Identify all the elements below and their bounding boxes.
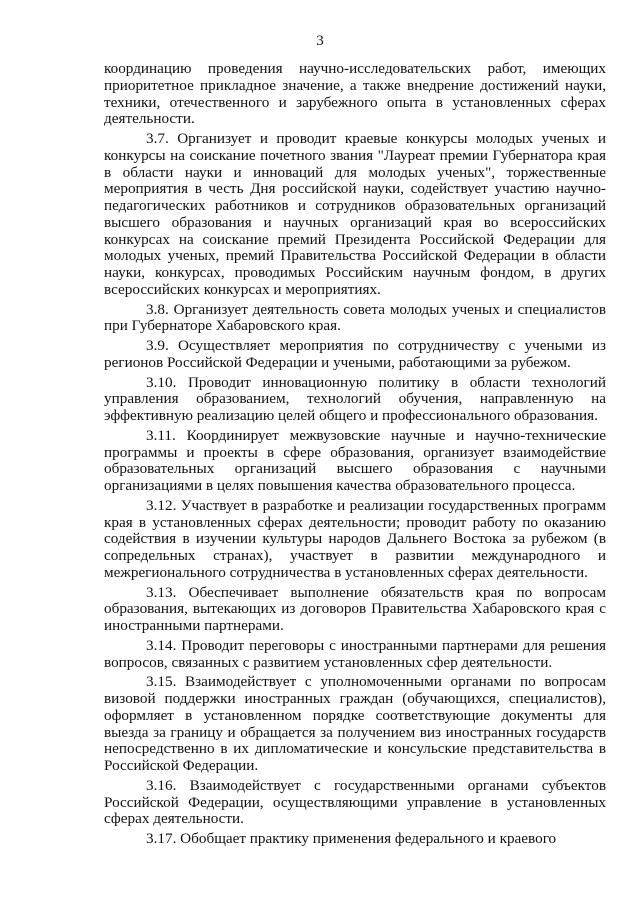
paragraph-3-16: 3.16. Взаимодействует с государственными органами субъектов Российской Федерации, осуществляющими управление в установленных сферах деятельности. (104, 776, 606, 828)
paragraph-3-12: 3.12. Участвует в разработке и реализации государственных программ края в установленных сферах деятельности; проводит работу по оказанию содействия в изучении культуры народов Дальнего Востока за рубежом (в сопредельных странах), участвует в развитии международного и межрегионального сотрудничества в установленных сферах деятельности. (104, 496, 606, 581)
paragraph-3-7: 3.7. Организует и проводит краевые конкурсы молодых ученых и конкурсы на соискание почетного звания "Лауреат премии Губернатора края в области науки и инноваций для молодых ученых", торжественные мероприятия в честь Дня российской науки, содействует участию научно-педагогических работников и сотрудников образовательных организаций высшего образования и научных организаций края во всероссийских конкурсах на соискание премий Президента Российской Федерации для молодых ученых, премий Правительства Российской Федерации в области науки, конкурсах, проводимых Российским научным фондом, в других всероссийских конкурсах и мероприятиях. (104, 130, 606, 298)
document-body (104, 61, 606, 848)
paragraph-3-11: 3.11. Координирует межвузовские научные и научно-технические программы и проекты в сфере образования, организует взаимодействие образовательных организаций высшего образования с научными организациями в целях повышения качества образовательного процесса. (104, 426, 606, 494)
paragraph-3-8: 3.8. Организует деятельность совета молодых ученых и специалистов при Губернаторе Хабаровского края. (104, 300, 606, 335)
paragraph-3-15: 3.15. Взаимодействует с уполномоченными органами по вопросам визовой поддержки иностранных граждан (обучающихся, специалистов), оформляет в установленном порядке соответствующие документы для выезда за границу и обращается за получением виз иностранных государств непосредственно в их дипломатические и консульские представительства в Российской Федерации. (104, 673, 606, 774)
paragraph-continuation: координацию проведения научно-исследовательских работ, имеющих приоритетное прикладное значение, а также внедрение достижений науки, техники, отечественного и зарубежного опыта в установленных сферах деятельности. (104, 60, 606, 128)
paragraph-3-10: 3.10. Проводит инновационную политику в области технологий управления образованием, технологий обучения, направленную на эффективную реализацию целей общего и профессионального образования. (104, 373, 606, 424)
paragraph-3-13: 3.13. Обеспечивает выполнение обязательств края по вопросам образования, вытекающих из договоров Правительства Хабаровского края с иностранными партнерами. (104, 583, 606, 634)
paragraph-3-17: 3.17. Обобщает практику применения федерального и краевого (146, 830, 557, 847)
paragraph-3-9: 3.9. Осуществляет мероприятия по сотрудничеству с учеными из регионов Российской Федерации и учеными, работающими за рубежом. (104, 337, 606, 371)
paragraph-3-14: 3.14. Проводит переговоры с иностранными партнерами для решения вопросов, связанных с развитием установленных сфер деятельности. (104, 636, 606, 671)
page-number: 3 (316, 33, 324, 49)
